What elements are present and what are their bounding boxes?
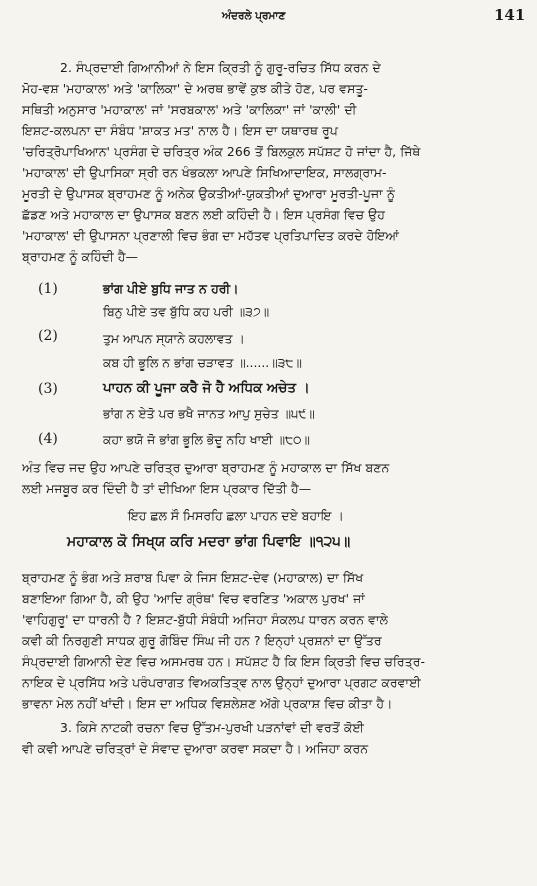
verse-line: ਬਿਨੁ ਪੀਏ ਤਵ ਬੁੱਧਿ ਕਹ ਪਰੀ ॥੩੭॥ [103, 304, 270, 319]
paragraph-1-line: ਬ੍ਰਾਹਮਣ ਨੂੰ ਕਹਿੰਦੀ ਹੈ— [22, 249, 139, 264]
paragraph-4-line: ਵੀ ਕਵੀ ਆਪਣੇ ਚਰਿਤ੍ਰਾਂ ਦੇ ਸੰਵਾਦ ਦੁਆਰਾ ਕਰਵਾ ਸਕਦਾ ਹੈ। ਅਜਿਹਾ ਕਰਨ [22, 741, 369, 756]
verse-line: ਤੁਮ ਆਪਨ ਸ੍ਯਾਨੇ ਕਹਲਾਵਤ । [103, 331, 245, 346]
paragraph-1-line: 2. ਸੰਪ੍ਰਦਾਈ ਗਿਆਨੀਆਂ ਨੇ ਇਸ ਕ੍ਰਿਤੀ ਨੂੰ ਗੁਰੂ-ਰਚਿਤ ਸਿੱਧ ਕਰਨ ਦੇ [60, 60, 381, 75]
paragraph-1-line: ਛੱਡਣ ਅਤੇ ਮਹਾਕਾਲ ਦਾ ਉਪਾਸਕ ਬਣਨ ਲਈ ਕਹਿੰਦੀ ਹੈ। ਇਸ ਪ੍ਰਸੰਗ ਵਿਚ ਉਹ [22, 207, 385, 222]
paragraph-1-line: 'ਚਰਿਤ੍ਰੋਪਾਖਿਆਨ' ਪ੍ਰਸੰਗ ਦੇ ਚਰਿਤ੍ਰ ਅੰਕ 266 ਤੋਂ ਬਿਲਕੁਲ ਸਪੱਸ਼ਟ ਹੋ ਜਾਂਦਾ ਹੈ, ਜਿੱਥੇ [22, 144, 421, 159]
verse-number: (4) [38, 431, 58, 447]
paragraph-1-line: 'ਮਹਾਕਾਲ' ਦੀ ਉਪਾਸਨਾ ਪ੍ਰਣਾਲੀ ਵਿਚ ਭੰਗ ਦਾ ਮਹੱਤਵ ਪ੍ਰਤਿਪਾਦਿਤ ਕਰਦੇ ਹੋਇਆਂ [22, 228, 399, 243]
paragraph-3-line: 'ਵਾਹਿਗੁਰੂ' ਦਾ ਧਾਰਨੀ ਹੈ ? ਇਸ਼ਟ-ਬੁੱਧੀ ਸੰਬੰਧੀ ਅਜਿਹਾ ਸੰਕਲਪ ਧਾਰਨ ਕਰਨ ਵਾਲੇ [22, 612, 388, 627]
paragraph-1-line: ਸਥਿਤੀ ਅਨੁਸਾਰ 'ਮਹਾਕਾਲ' ਜਾਂ 'ਸਰਬਕਾਲ' ਅਤੇ 'ਕਾਲਿਕਾ' ਜਾਂ 'ਕਾਲੀ' ਦੀ [22, 102, 357, 117]
running-title: ਅੰਦਰਲੇ ਪ੍ਰਮਾਣ [222, 10, 286, 22]
verse-line: ਪਾਹਨ ਕੀ ਪੂਜਾ ਕਰੈ ਜੋ ਹੈ ਅਧਿਕ ਅਚੇਤ । [103, 381, 310, 396]
paragraph-1-line: ਮੋਹ-ਵਸ਼ 'ਮਹਾਕਾਲ' ਅਤੇ 'ਕਾਲਿਕਾ' ਦੇ ਅਰਥ ਭਾਵੇਂ ਕੁਝ ਕੀਤੇ ਹੋਣ, ਪਰ ਵਸਤੂ- [22, 81, 368, 96]
verse-number: (1) [38, 281, 58, 297]
paragraph-3-line: ਕਵੀ ਕੀ ਨਿਰਗੁਣੀ ਸਾਧਕ ਗੁਰੂ ਗੋਬਿੰਦ ਸਿੰਘ ਜੀ ਹਨ ? ਇਨ੍ਹਾਂ ਪ੍ਰਸ਼ਨਾਂ ਦਾ ਉੱਤਰ [22, 633, 382, 648]
paragraph-1-line: ਇਸ਼ਟ-ਕਲਪਨਾ ਦਾ ਸੰਬੰਧ 'ਸ਼ਾਕਤ ਮਤ' ਨਾਲ ਹੈ। ਇਸ ਦਾ ਯਥਾਰਥ ਰੂਪ [22, 123, 338, 138]
verse-number: (3) [38, 381, 58, 397]
verse-line: ਭਾਂਗ ਨ ਏਤੋ ਪਰ ਭਖੈ ਜਾਨਤ ਆਪੁ ਸੁਚੇਤ ॥੫੯॥ [103, 406, 315, 421]
verse-line: ਭਾਂਗ ਪੀਏ ਬੁਧਿ ਜਾਤ ਨ ਹਰੀ। [103, 281, 239, 296]
paragraph-2-line: ਲਈ ਮਜਬੂਰ ਕਰ ਦਿੰਦੀ ਹੈ ਤਾਂ ਦੀਖਿਆ ਇਸ ਪ੍ਰਕਾਰ ਦਿੱਤੀ ਹੈ— [22, 481, 312, 496]
couplet-line: ਇਹ ਛਲ ਸੌ ਮਿਸਰਹਿ ਛਲਾ ਪਾਹਨ ਦਏ ਬਹਾਇ । [128, 508, 344, 523]
paragraph-3-line: ਬ੍ਰਾਹਮਣ ਨੂੰ ਭੰਗ ਅਤੇ ਸ਼ਰਾਬ ਪਿਵਾ ਕੇ ਜਿਸ ਇਸ਼ਟ-ਦੇਵ (ਮਹਾਕਾਲ) ਦਾ ਸਿੱਖ [22, 570, 364, 585]
verse-line: ਕਬ ਹੀ ਭੂਲਿ ਨ ਭਾਂਗ ਚੜਾਵਤ ॥......॥੩੮॥ [103, 355, 302, 370]
paragraph-3-line: ਨਾਇਕ ਦੇ ਪ੍ਰਸਿੱਧ ਅਤੇ ਪਰੰਪਰਾਗਤ ਵਿਅਕਤਿਤ੍ਵ ਨਾਲ ਉਨ੍ਹਾਂ ਦੁਆਰਾ ਪ੍ਰਗਟ ਕਰਵਾਈ [22, 675, 421, 690]
paragraph-3-line: ਸੰਪ੍ਰਦਾਈ ਗਿਆਨੀ ਦੇਣ ਵਿਚ ਅਸਮਰਥ ਹਨ। ਸਪੱਸ਼ਟ ਹੈ ਕਿ ਇਸ ਕ੍ਰਿਤੀ ਵਿਚ ਚਰਿਤ੍ਰ- [22, 654, 426, 669]
paragraph-2-line: ਅੰਤ ਵਿਚ ਜਦ ਉਹ ਆਪਣੇ ਚਰਿਤ੍ਰ ਦੁਆਰਾ ਬ੍ਰਾਹਮਣ ਨੂੰ ਮਹਾਕਾਲ ਦਾ ਸਿੱਖ ਬਣਨ [22, 460, 390, 475]
verse-line: ਕਹਾ ਭਯੋ ਜੋ ਭਾਂਗ ਭੂਲਿ ਭੋਦੂ ਨਹਿ ਖਾਈ ॥੮੦॥ [103, 432, 310, 447]
paragraph-1-line: 'ਮਹਾਕਾਲ' ਦੀ ਉਪਾਸਿਕਾ ਸ੍ਰੀ ਰਨ ਖੰਭਕਲਾ ਆਪਣੇ ਸਿਖਿਆਦਾਇਕ, ਸਾਲਗ੍ਰਾਮ- [22, 165, 387, 180]
page-number: 141 [494, 6, 526, 24]
paragraph-1-line: ਮੂਰਤੀ ਦੇ ਉਪਾਸਕ ਬ੍ਰਾਹਮਣ ਨੂੰ ਅਨੇਕ ਉਕਤੀਆਂ-ਯੁਕਤੀਆਂ ਦੁਆਰਾ ਮੂਰਤੀ-ਪੂਜਾ ਨੂੰ [22, 186, 395, 201]
paragraph-3-line: ਭਾਵਨਾ ਮੇਲ ਨਹੀਂ ਖਾਂਦੀ। ਇਸ ਦਾ ਅਧਿਕ ਵਿਸ਼ਲੇਸ਼ਣ ਅੱਗੇ ਪ੍ਰਕਾਸ਼ ਵਿਚ ਕੀਤਾ ਹੈ। [22, 696, 393, 711]
paragraph-3-line: ਬਣਾਇਆ ਗਿਆ ਹੈ, ਕੀ ਉਹ 'ਆਦਿ ਗ੍ਰੰਥ' ਵਿਚ ਵਰਣਿਤ 'ਅਕਾਲ ਪੁਰਖ' ਜਾਂ [22, 591, 365, 606]
verse-number: (2) [38, 328, 58, 344]
paragraph-4-line: 3. ਕਿਸੇ ਨਾਟਕੀ ਰਚਨਾ ਵਿਚ ਉੱਤਮ-ਪੁਰਖੀ ਪੜਨਾਂਵਾਂ ਦੀ ਵਰਤੋਂ ਕੋਈ [60, 720, 365, 735]
couplet-line: ਮਹਾਕਾਲ ਕੋ ਸਿਖ੍ਯ ਕਰਿ ਮਦਰਾ ਭਾਂਗ ਪਿਵਾਇ ॥੧੨੫॥ [67, 534, 351, 550]
